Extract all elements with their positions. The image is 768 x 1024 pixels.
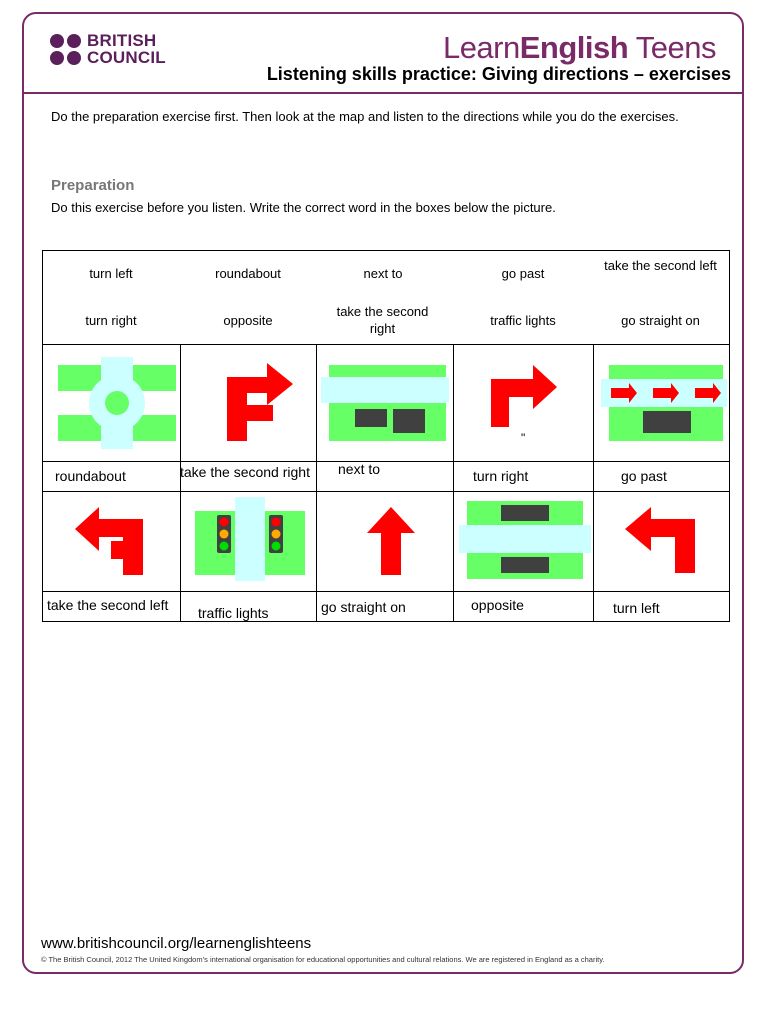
- table-rule: [43, 461, 729, 462]
- roundabout-icon: [58, 357, 176, 449]
- exercise-table: [42, 250, 730, 622]
- intro-text: Do the preparation exercise first. Then look at the map and listen to the directions while you do the exercises.: [51, 109, 679, 124]
- page-title: Listening skills practice: Giving directions – exercises: [266, 64, 731, 84]
- answer-label: roundabout: [55, 468, 126, 484]
- arrow-turn-left-second-icon: [73, 507, 145, 577]
- stray-mark: ": [521, 431, 526, 445]
- arrow-turn-right-icon: [489, 361, 561, 431]
- preparation-instruction: Do this exercise before you listen. Write the correct word in the boxes below the picture.: [51, 200, 556, 215]
- british-council-dots-icon: [50, 34, 81, 65]
- british-council-logo[interactable]: [50, 32, 166, 66]
- word-bank-item: roundabout: [215, 266, 281, 281]
- british-council-wordmark: BRITISH COUNCIL: [87, 31, 166, 67]
- word-bank-item: turn left: [89, 266, 133, 281]
- table-rule: [43, 344, 729, 345]
- word-bank-item: traffic lights: [490, 313, 556, 328]
- answer-label: traffic lights: [198, 605, 269, 621]
- opposite-icon: [457, 499, 593, 581]
- word-bank-item: turn right: [85, 313, 137, 328]
- word-bank-item: take the second right: [336, 304, 429, 336]
- table-rule: [453, 344, 454, 622]
- answer-label: take the second right: [180, 464, 310, 480]
- answer-label: take the second left: [47, 597, 169, 613]
- answer-label: go straight on: [321, 599, 406, 615]
- table-rule: [43, 491, 729, 492]
- table-rule: [43, 591, 729, 592]
- preparation-heading: Preparation: [51, 177, 135, 194]
- word-bank-item: next to: [363, 266, 403, 281]
- go-past-icon: [599, 363, 729, 443]
- answer-label: opposite: [471, 597, 524, 613]
- table-rule: [593, 344, 594, 622]
- word-bank-item: go straight on: [621, 313, 700, 328]
- table-rule: [316, 344, 317, 622]
- footer-url-link[interactable]: www.britishcouncil.org/learnenglishteens: [41, 935, 312, 952]
- answer-label: next to: [338, 461, 381, 477]
- table-rule: [180, 344, 181, 622]
- word-bank-item: opposite: [223, 313, 273, 328]
- learnenglish-teens-logo[interactable]: LearnEnglish Teens: [442, 30, 716, 65]
- traffic-lights-icon: [193, 497, 307, 581]
- arrow-turn-left-icon: [623, 507, 699, 577]
- next-to-icon: [319, 363, 451, 443]
- word-bank-item: go past: [501, 266, 545, 281]
- answer-label: turn right: [473, 468, 529, 484]
- arrow-turn-right-second-icon: [225, 363, 297, 443]
- header-divider: [22, 92, 744, 94]
- answer-label: go past: [621, 468, 667, 484]
- word-bank-item: take the second left: [604, 258, 717, 273]
- answer-label: turn left: [613, 600, 660, 616]
- footer-copyright: © The British Council, 2012 The United Kingdom’s international organisation for educational opportunities and cultural relations. We are registered in England as a charity.: [41, 955, 605, 964]
- arrow-straight-on-icon: [365, 507, 417, 577]
